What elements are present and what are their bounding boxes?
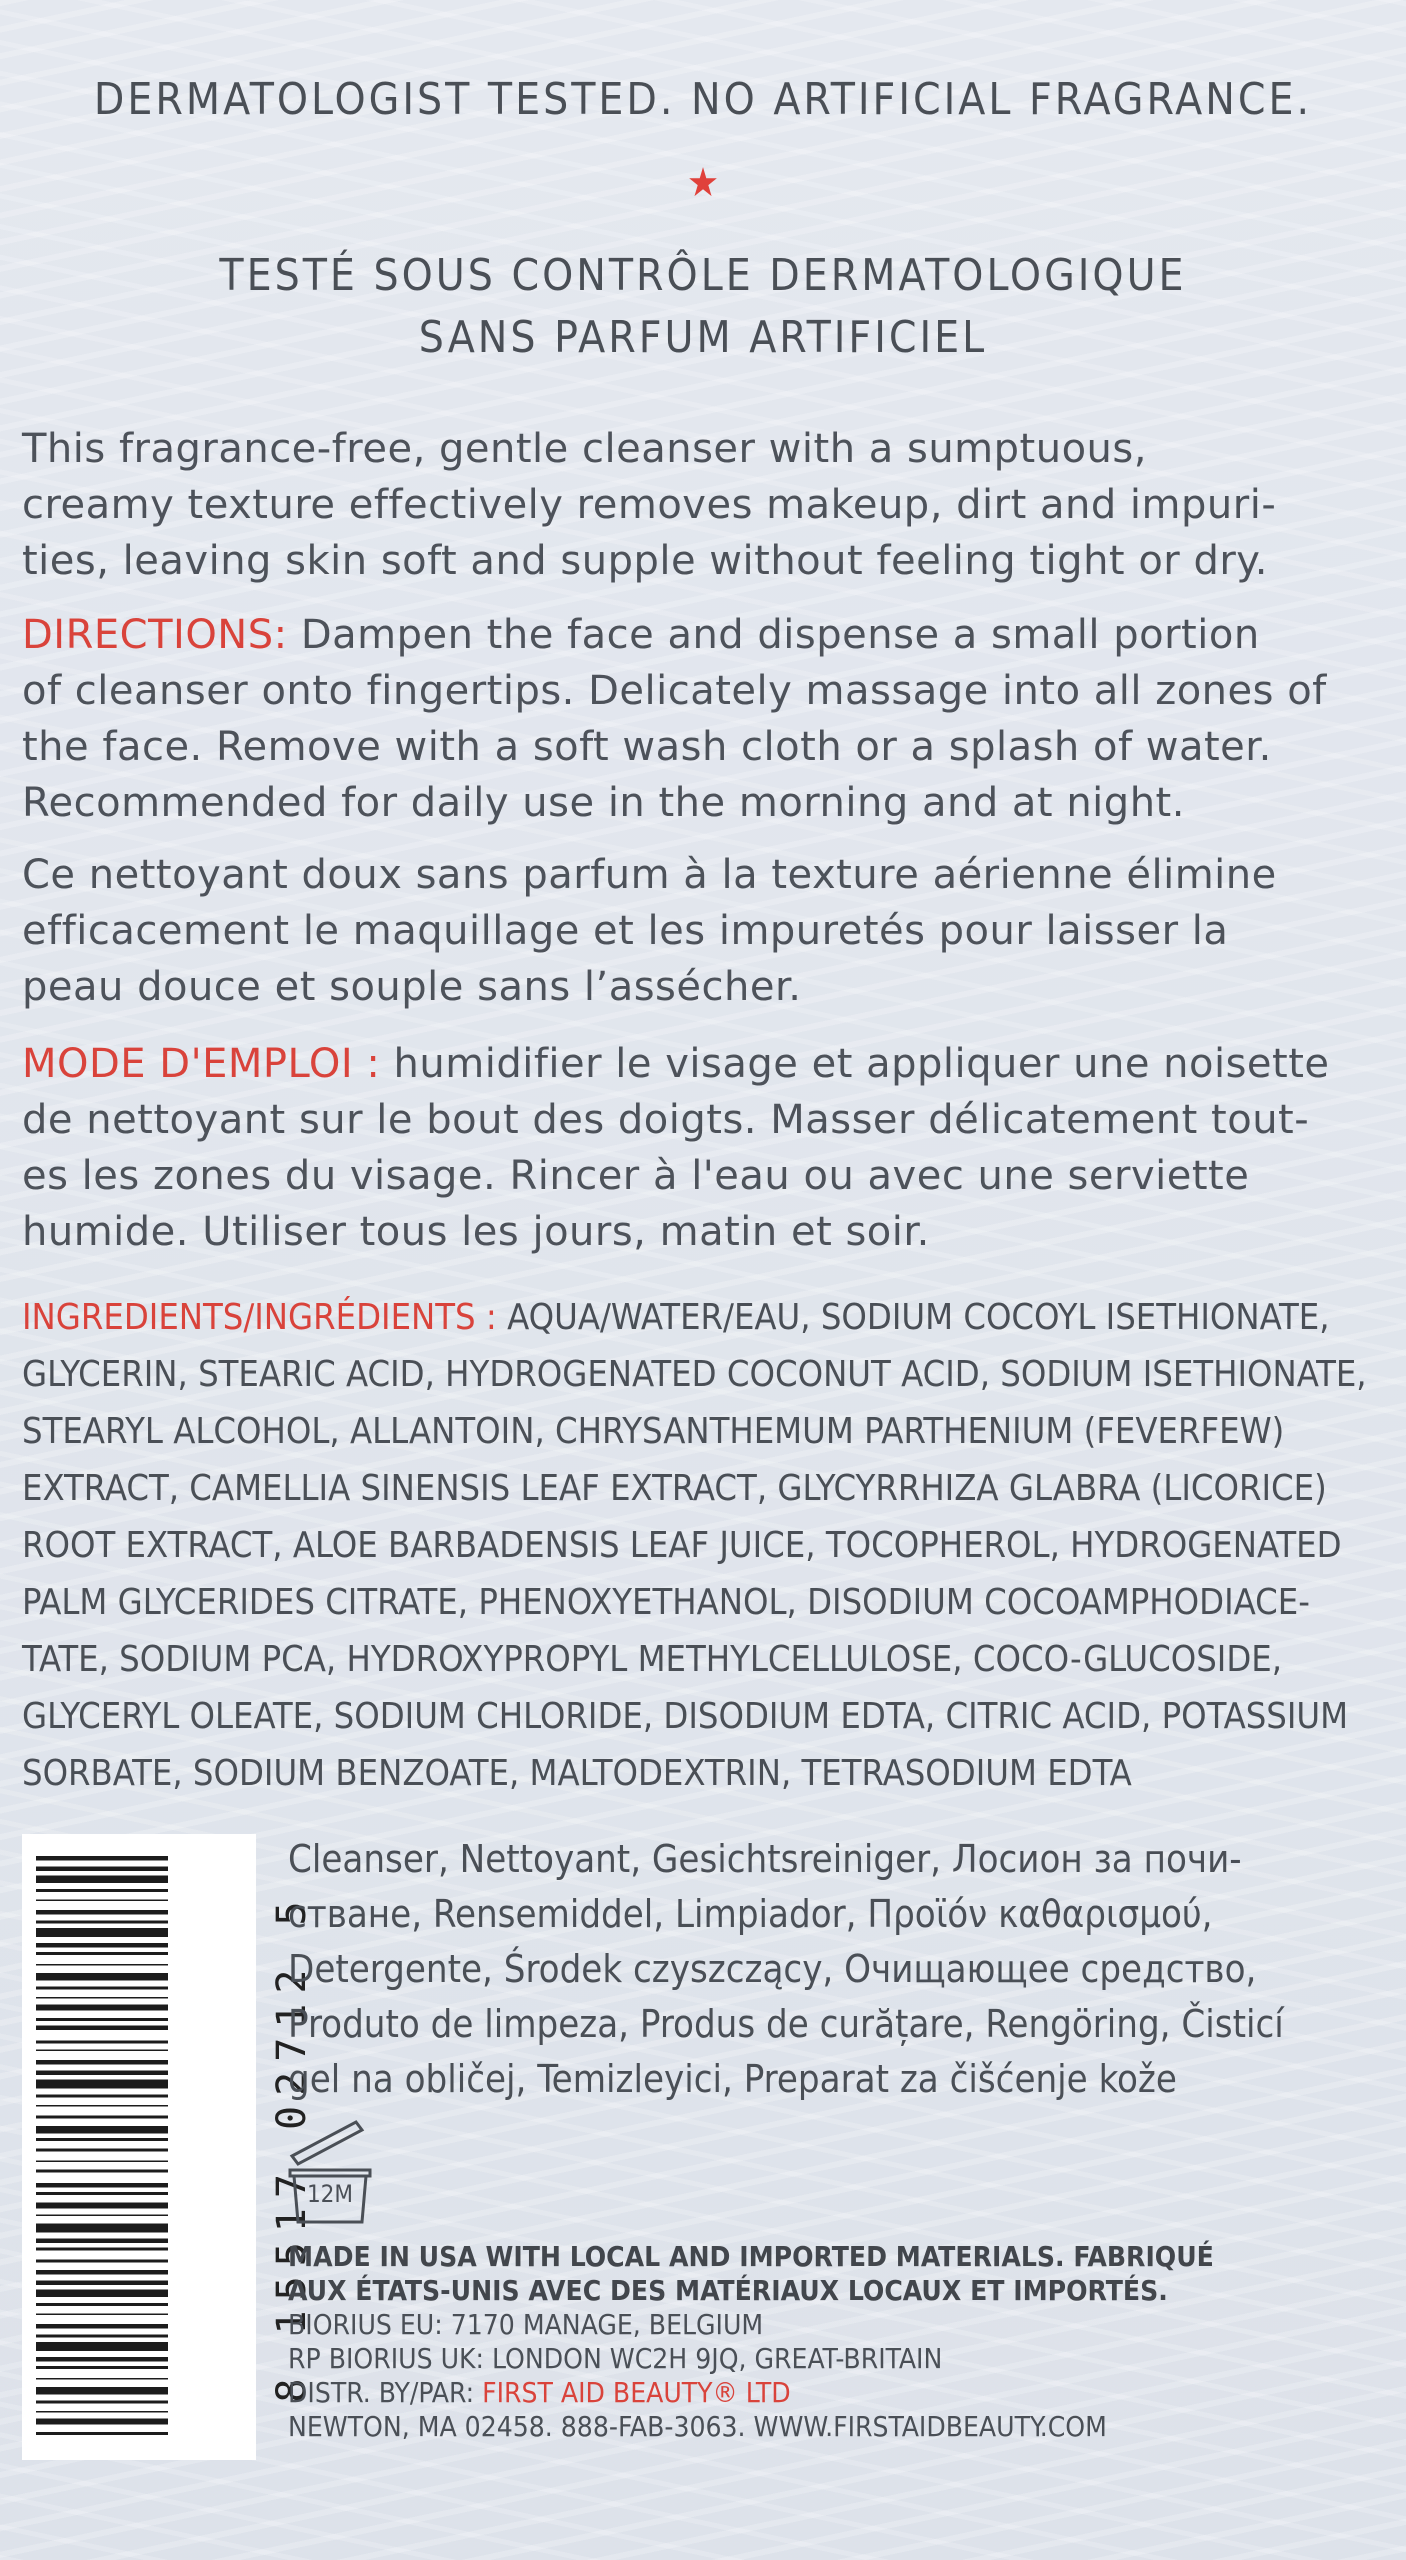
barcode-bar [36, 1987, 168, 1990]
barcode-bar [36, 1867, 168, 1872]
barcode-bar [36, 2401, 168, 2404]
text-line: SORBATE, SODIUM BENZOATE, MALTODEXTRIN, TETRASODIUM EDTA [22, 1753, 1132, 1794]
text-line: STEARYL ALCOHOL, ALLANTOIN, CHRYSANTHEMUM PARTHENIUM (FEVERFEW) [22, 1411, 1285, 1452]
header-claim-fr-2: SANS PARFUM ARTIFICIEL [418, 312, 988, 363]
description-en [22, 421, 1392, 589]
barcode-bar [36, 2239, 168, 2244]
barcode-bar [36, 2260, 168, 2263]
barcode-bar [36, 2050, 168, 2052]
barcode-bar [36, 2161, 168, 2163]
barcode-bar [36, 2005, 168, 2011]
header-claim-fr-1: TESTÉ SOUS CONTRÔLE DERMATOLOGIQUE [219, 250, 1187, 301]
barcode [22, 1834, 315, 2460]
barcode-bar [36, 2126, 168, 2134]
eu-address: BIORIUS EU: 7170 MANAGE, BELGIUM [288, 2308, 764, 2341]
directions-label: DIRECTIONS: [22, 612, 288, 658]
barcode-bar [36, 2303, 168, 2306]
barcode-bar [36, 2105, 168, 2107]
text-line: ROOT EXTRACT, ALOE BARBADENSIS LEAF JUICE, TOCOPHEROL, HYDROGENATED [22, 1525, 1342, 1566]
barcode-bars-icon [22, 1834, 256, 2460]
barcode-bar [36, 1928, 168, 1937]
barcode-bar [36, 2018, 168, 2021]
text-line: GLYCERIN, STEARIC ACID, HYDROGENATED COCONUT ACID, SODIUM ISETHIONATE, [22, 1354, 1367, 1395]
barcode-bar [36, 2290, 168, 2298]
text-line: humide. Utiliser tous les jours, matin et soir. [22, 1209, 930, 1255]
text-line: GLYCERYL OLEATE, SODIUM CHLORIDE, DISODIUM EDTA, CITRIC ACID, POTASSIUM [22, 1696, 1349, 1737]
barcode-bar [36, 1889, 168, 1892]
barcode-bar [36, 2170, 168, 2173]
barcode-bar [36, 2366, 168, 2369]
text-line: EXTRACT, CAMELLIA SINENSIS LEAF EXTRACT, GLYCYRRHIZA GLABRA (LICORICE) [22, 1468, 1327, 1509]
product-name-translations [288, 1832, 1388, 2107]
made-in-line-1: MADE IN USA WITH LOCAL AND IMPORTED MATERIALS. FABRIQUÉ [288, 2240, 1214, 2273]
barcode-bar [36, 2192, 168, 2195]
text-line: efficacement le maquillage et les impuretés pour laisser la [22, 908, 1229, 954]
text-line: Recommended for daily use in the morning and at night. [22, 780, 1185, 826]
barcode-bar [36, 2387, 168, 2395]
text-line: de nettoyant sur le bout des doigts. Masser délicatement tout- [22, 1097, 1310, 1143]
barcode-bar [36, 1973, 168, 1981]
barcode-bar [36, 2116, 168, 2119]
barcode-bar [36, 1876, 168, 1884]
barcode-bar [36, 1910, 168, 1915]
text-line: PALM GLYCERIDES CITRATE, PHENOXYETHANOL, DISODIUM COCOAMPHODIACE- [22, 1582, 1310, 1623]
header-claim-en: DERMATOLOGIST TESTED. NO ARTIFICIAL FRAGRANCE. [93, 74, 1313, 125]
distributor-label: DISTR. BY/PAR: [288, 2376, 483, 2409]
text-line: ties, leaving skin soft and supple without feeling tight or dry. [22, 538, 1268, 584]
text-line: Dampen the face and dispense a small portion [287, 612, 1260, 658]
barcode-bar [36, 1856, 168, 1861]
manufacturer-info [288, 2240, 1388, 2444]
barcode-bar [36, 2419, 168, 2425]
text-line: peau douce et souple sans l’assécher. [22, 964, 802, 1010]
pao-label: 12M [306, 2180, 354, 2208]
ingredients-label: INGREDIENTS/INGRÉDIENTS : [22, 1297, 497, 1338]
barcode-bar [36, 2026, 168, 2031]
barcode-bar [36, 2080, 168, 2089]
barcode-bar [36, 2203, 168, 2209]
ingredients-list [22, 1289, 1392, 1802]
barcode-bar [36, 2411, 168, 2413]
barcode-bar [36, 2342, 168, 2351]
text-line: Produto de limpeza, Produs de curățare, Rengöring, Čisticí [288, 2002, 1284, 2046]
star-divider-icon: ★ [686, 160, 720, 206]
barcode-digits: 8 15517 02712 5 [269, 1891, 315, 2403]
directions-en [22, 607, 1392, 831]
text-line: This fragrance-free, gentle cleanser with a sumptuous, [22, 426, 1147, 472]
text-line: TATE, SODIUM PCA, HYDROXYPROPYL METHYLCELLULOSE, COCO-GLUCOSIDE, [22, 1639, 1283, 1680]
barcode-bar [36, 2248, 168, 2251]
barcode-bar [36, 1900, 168, 1902]
barcode-bar [36, 2215, 168, 2217]
barcode-bar [36, 1943, 168, 1948]
barcode-bar [36, 2324, 168, 2329]
text-line: Ce nettoyant doux sans parfum à la texture aérienne élimine [22, 852, 1277, 898]
barcode-bar [36, 2060, 168, 2065]
made-in-line-2: AUX ÉTATS-UNIS AVEC DES MATÉRIAUX LOCAUX ET IMPORTÉS. [288, 2274, 1168, 2307]
barcode-bar [36, 2357, 168, 2362]
barcode-bar [36, 2281, 168, 2286]
mode-emploi-label: MODE D'EMPLOI : [22, 1041, 381, 1087]
text-line: gel na obličej, Temizleyici, Preparat za čišćenje kože [288, 2057, 1177, 2101]
barcode-bar [36, 2270, 168, 2275]
contact-address: NEWTON, MA 02458. 888-FAB-3063. WWW.FIRSTAIDBEAUTY.COM [288, 2410, 1107, 2443]
barcode-bar [36, 2149, 168, 2152]
barcode-bar [36, 2432, 168, 2435]
text-line: es les zones du visage. Rincer à l'eau ou avec une serviette [22, 1153, 1250, 1199]
barcode-bar [36, 2183, 168, 2188]
uk-address: RP BIORIUS UK: LONDON WC2H 9JQ, GREAT-BRITAIN [288, 2342, 943, 2375]
barcode-bar [36, 1997, 168, 1999]
text-line: creamy texture effectively removes makeup, dirt and impuri- [22, 482, 1277, 528]
text-line: humidifier le visage et appliquer une noisette [380, 1041, 1330, 1087]
barcode-bar [36, 1952, 168, 1955]
barcode-bar [36, 1964, 168, 1966]
text-line: AQUA/WATER/EAU, SODIUM COCOYL ISETHIONATE, [496, 1297, 1330, 1338]
barcode-bar [36, 2095, 168, 2098]
text-line: стване, Rensemiddel, Limpiador, Προϊόν καθαρισμού, [288, 1892, 1213, 1936]
barcode-bar [36, 2071, 168, 2076]
barcode-bar [36, 2314, 168, 2316]
text-line: of cleanser onto fingertips. Delicately massage into all zones of [22, 668, 1327, 714]
text-line: Detergente, Środek czyszczący, Очищающее средство, [288, 1947, 1257, 1991]
barcode-bar [36, 2224, 168, 2233]
description-fr [22, 847, 1392, 1015]
barcode-bar [36, 2378, 168, 2380]
open-jar-icon [284, 2118, 384, 2228]
directions-fr [22, 1036, 1392, 1260]
barcode-bar [36, 2041, 168, 2044]
distributor-name: FIRST AID BEAUTY® LTD [482, 2376, 791, 2409]
barcode-bar [36, 2138, 168, 2141]
barcode-bar [36, 2335, 168, 2338]
barcode-bar [36, 1921, 168, 1924]
text-line: Cleanser, Nettoyant, Gesichtsreiniger, Лосион за почи- [288, 1837, 1242, 1881]
text-line: the face. Remove with a soft wash cloth or a splash of water. [22, 724, 1272, 770]
